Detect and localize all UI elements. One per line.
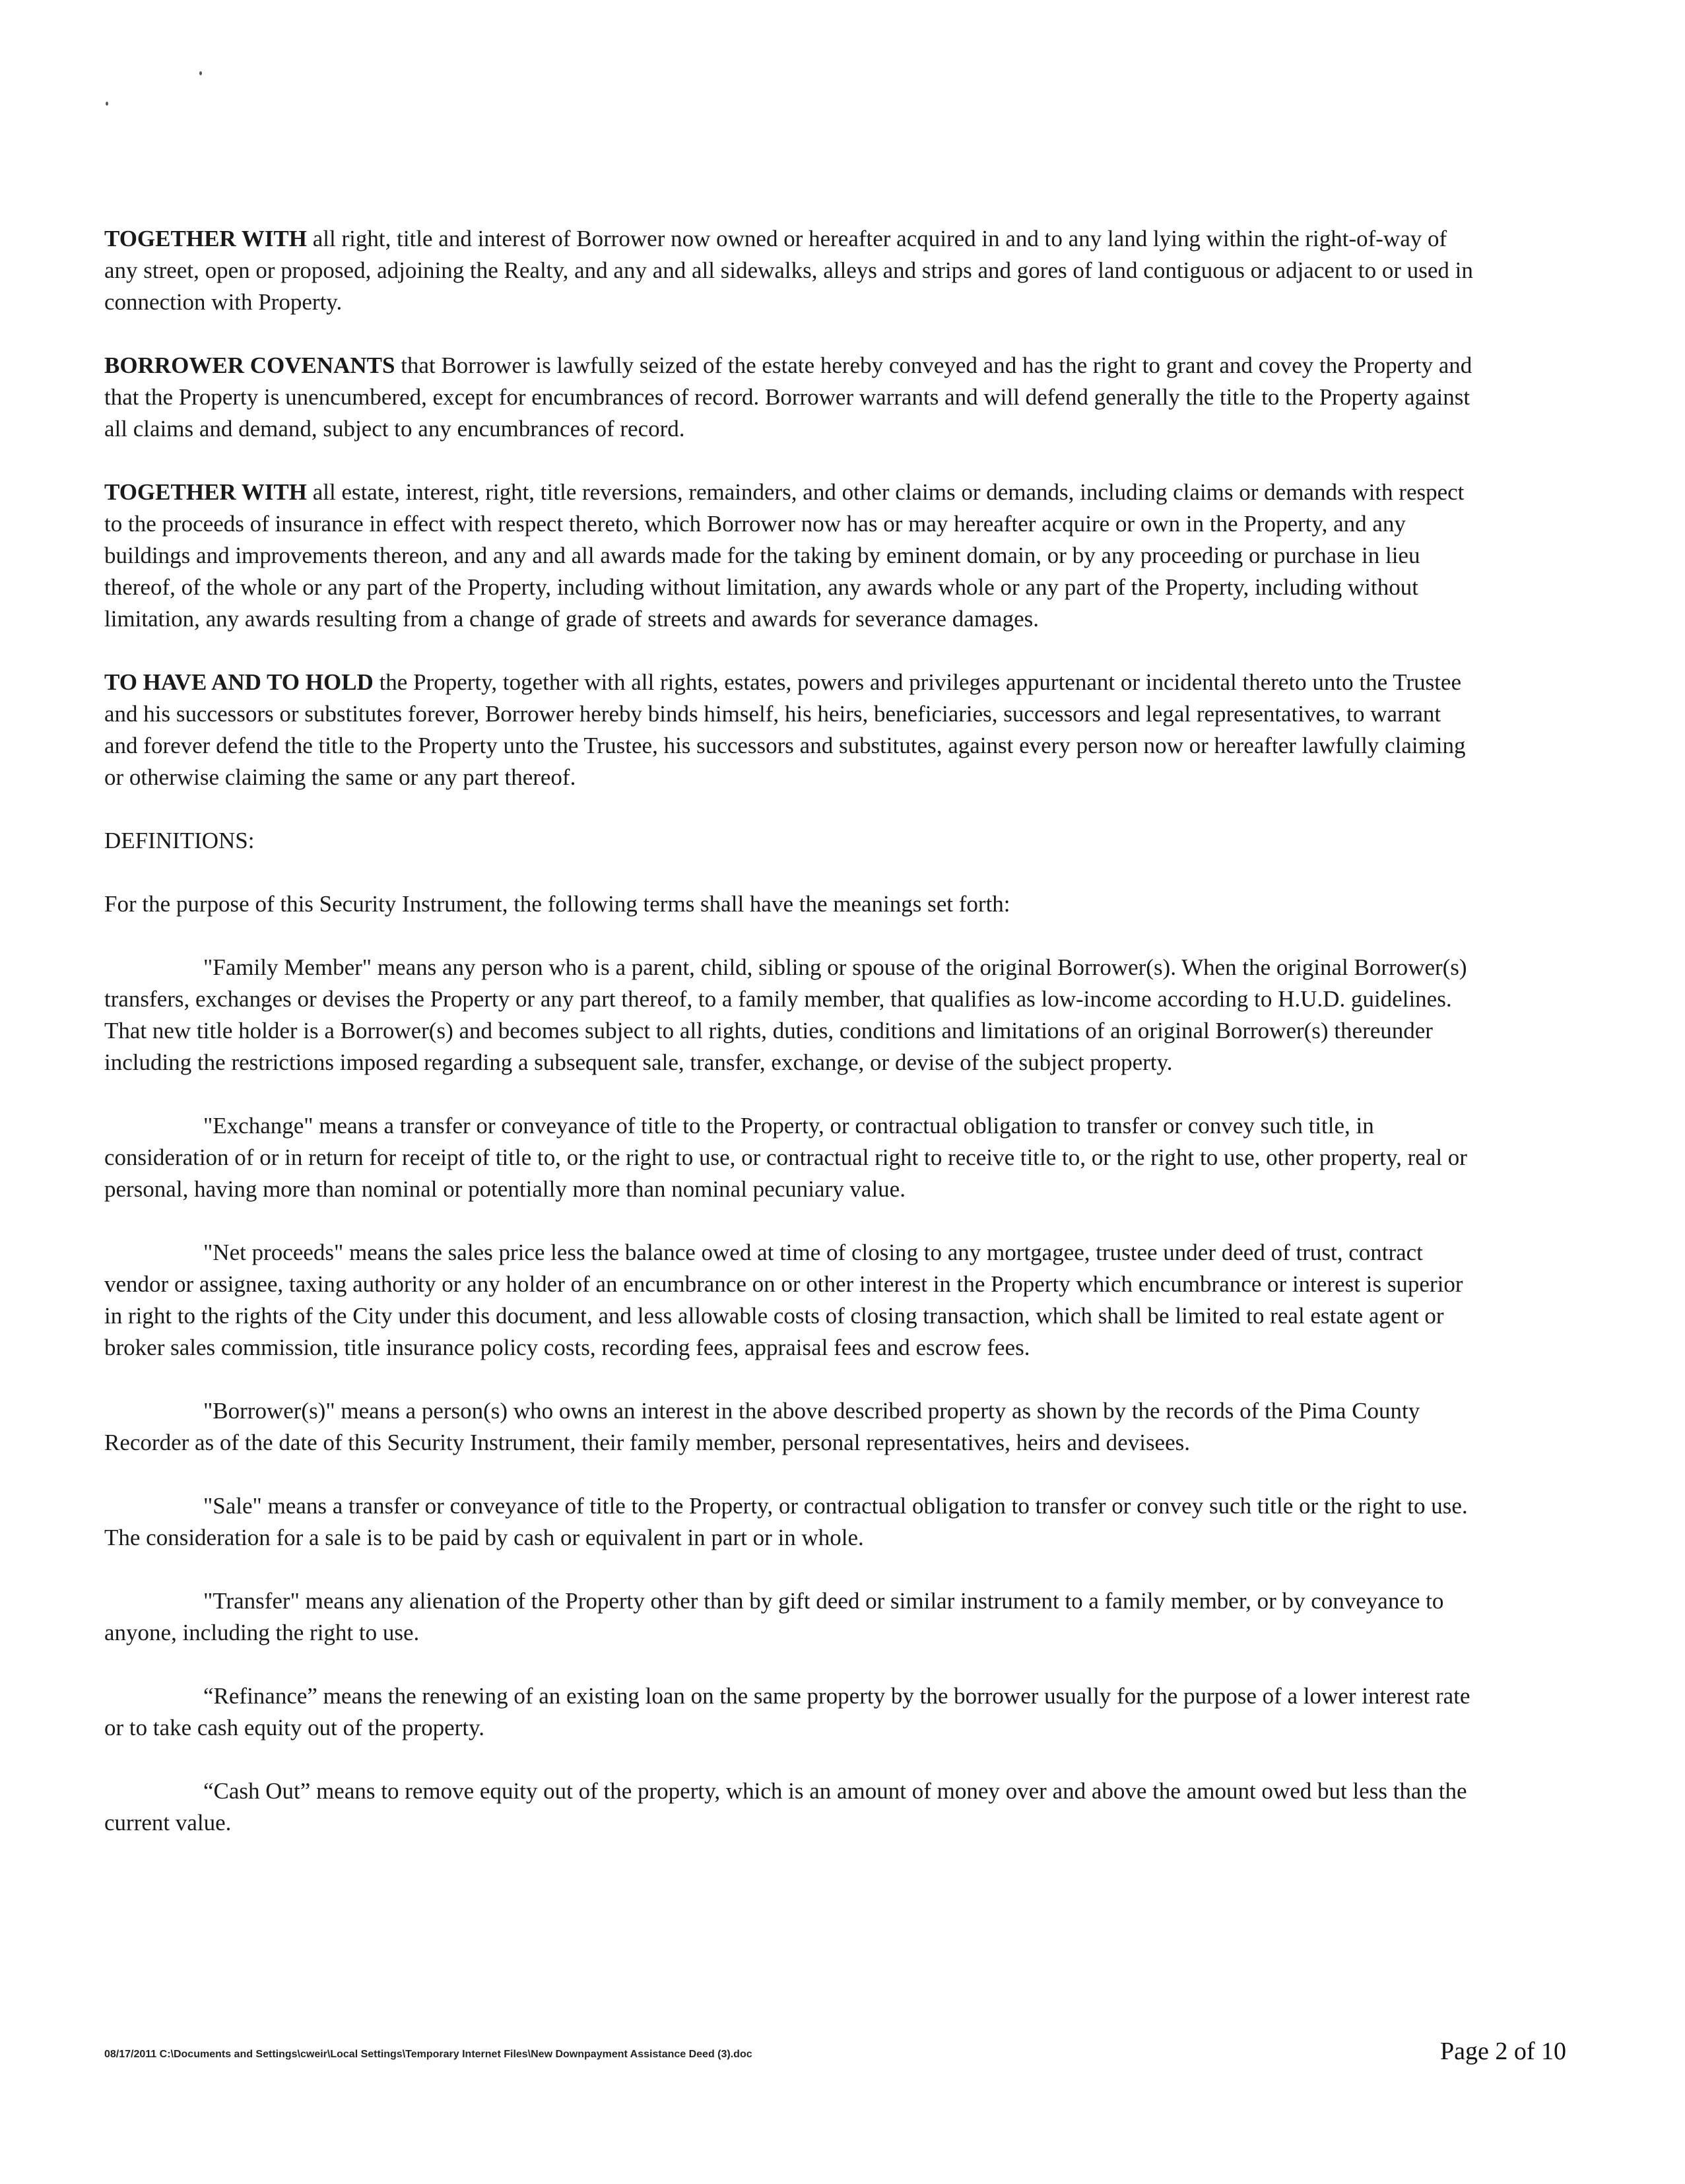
clause-text: that Borrower is lawfully seized of the estate hereby conveyed and has the right to grant and covey the Property and that the Property is unencumbered, except for encumbrances of record. Borrower warrants and will defend generally the title to the Property against all claims and demand, subject to any encumbrances of record.	[104, 352, 1472, 442]
clause-text: all right, title and interest of Borrower now owned or hereafter acquired in and to any land lying within the right-of-way of any street, open or proposed, adjoining the Realty, and any and all sidewalks, alleys and strips and gores of land contiguous or adjacent to or used in connection with Property.	[104, 226, 1473, 315]
definition-family-member: "Family Member" means any person who is a parent, child, sibling or spouse of the original Borrower(s). When the original Borrower(s) transfers, exchanges or devises the Property or any part thereof, to a family member, that qualifies as low-income according to H.U.D. guidelines. That new title holder is a Borrower(s) and becomes subject to all rights, duties, conditions and limitations of an original Borrower(s) thereunder including the restrictions imposed regarding a subsequent sale, transfer, exchange, or devise of the subject property.	[104, 954, 1467, 1075]
footer-file-path: 08/17/2011 C:\Documents and Settings\cweir\Local Settings\Temporary Internet Files\New Downpayment Assistance Deed (3).doc	[104, 2049, 752, 2060]
clause-to-have-and-to-hold	[104, 667, 1477, 793]
definition-transfer: "Transfer" means any alienation of the Property other than by gift deed or similar instrument to a family member, or by conveyance to anyone, including the right to use.	[104, 1588, 1444, 1645]
clause-text: all estate, interest, right, title reversions, remainders, and other claims or demands, including claims or demands with respect to the proceeds of insurance in effect with respect thereto, which Borrower now has or may hereafter acquire or own in the Property, and any buildings and improvements thereon, and any and all awards made for the taking by eminent domain, or by any proceeding or purchase in lieu thereof, of the whole or any part of the Property, including without limitation, any awards whole or any part of the Property, including without limitation, any awards resulting from a change of grade of streets and awards for severance damages.	[104, 479, 1465, 632]
clause-lead: TOGETHER WITH	[104, 226, 308, 251]
definitions-intro: For the purpose of this Security Instrument, the following terms shall have the meanings set forth:	[104, 891, 1010, 917]
definition-exchange: "Exchange" means a transfer or conveyance of title to the Property, or contractual obligation to transfer or convey such title, in consideration of or in return for receipt of title to, or the right to use, or contractual right to receive title to, or the right to use, other property, real or personal, having more than nominal or potentially more than nominal pecuniary value.	[104, 1113, 1467, 1202]
clause-together-with-1	[104, 223, 1477, 318]
definitions-heading: DEFINITIONS:	[104, 828, 255, 853]
definition-refinance: “Refinance” means the renewing of an existing loan on the same property by the borrower usually for the purpose of a lower interest rate or to take cash equity out of the property.	[104, 1683, 1470, 1740]
scan-speck	[106, 102, 108, 106]
definition-net-proceeds: "Net proceeds" means the sales price less the balance owed at time of closing to any mortgagee, trustee under deed of trust, contract vendor or assignee, taxing authority or any holder of an encumbrance on or other interest in the Property which encumbrance or interest is superior in right to the rights of the City under this document, and less allowable costs of closing transaction, which shall be limited to real estate agent or broker sales commission, title insurance policy costs, recording fees, appraisal fees and escrow fees.	[104, 1240, 1463, 1360]
clause-lead: TOGETHER WITH	[104, 479, 308, 505]
document-body	[104, 223, 1477, 1870]
clause-text: the Property, together with all rights, estates, powers and privileges appurtenant or incidental thereto unto the Trustee and his successors or substitutes forever, Borrower hereby binds himself, his heirs, beneficiaries, successors and legal representatives, to warrant and forever defend the title to the Property unto the Trustee, his successors and substitutes, against every person now or hereafter lawfully claiming or otherwise claiming the same or any part thereof.	[104, 669, 1466, 790]
definition-borrowers: "Borrower(s)" means a person(s) who owns an interest in the above described property as shown by the records of the Pima County Recorder as of the date of this Security Instrument, their family member, personal representatives, heirs and devisees.	[104, 1398, 1420, 1455]
clause-together-with-2	[104, 477, 1477, 635]
clause-lead: BORROWER COVENANTS	[104, 352, 395, 378]
clause-borrower-covenants	[104, 350, 1477, 445]
scan-speck	[199, 71, 202, 75]
definition-cash-out: “Cash Out” means to remove equity out of the property, which is an amount of money over and above the amount owed but less than the current value.	[104, 1778, 1467, 1836]
definition-sale: "Sale" means a transfer or conveyance of title to the Property, or contractual obligation to transfer or convey such title or the right to use. The consideration for a sale is to be paid by cash or equivalent in part or in whole.	[104, 1493, 1468, 1550]
clause-lead: TO HAVE AND TO HOLD	[104, 669, 374, 695]
page-number: Page 2 of 10	[1439, 2037, 1566, 2065]
